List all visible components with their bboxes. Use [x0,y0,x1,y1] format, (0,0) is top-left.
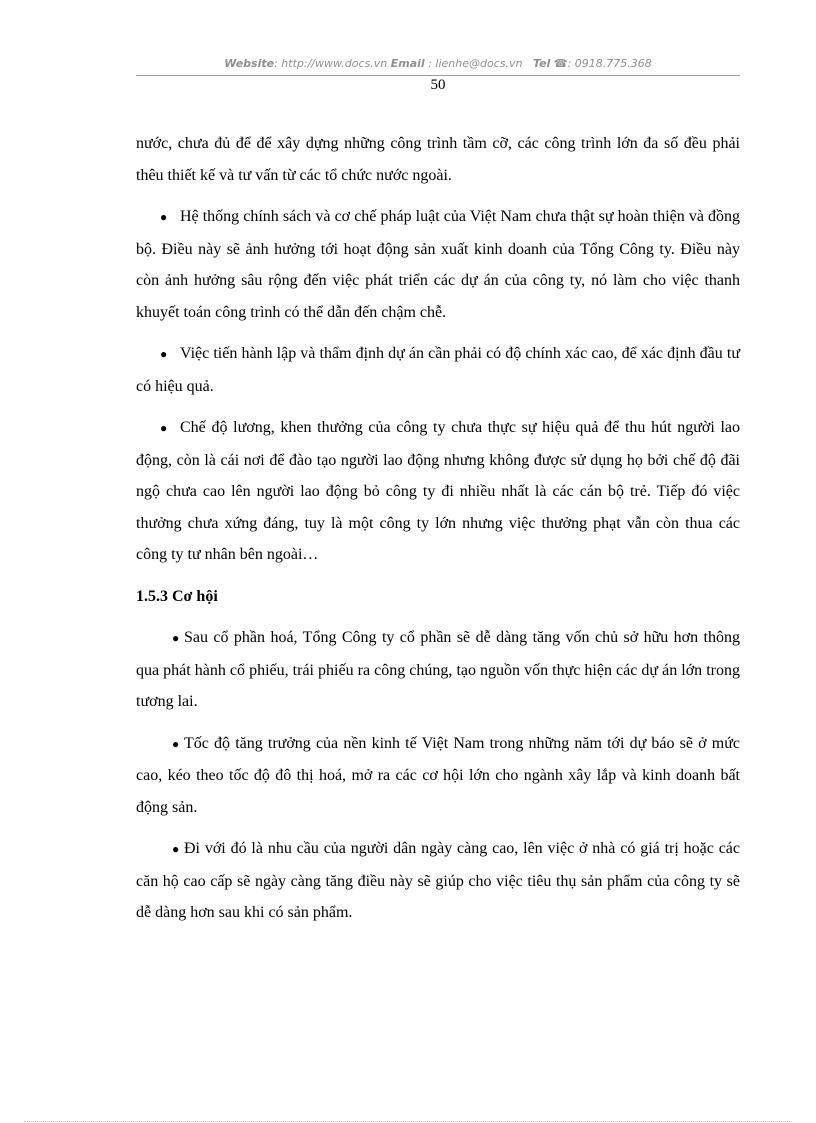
bullet-icon: ● [172,842,180,856]
page-header [136,57,740,70]
email-label: Email [390,57,425,70]
bullet-item [136,412,740,571]
email-value: : lienhe@docs.vn [424,57,523,70]
bullet-icon: ● [172,736,180,751]
bullet-icon: ● [160,347,168,361]
bullet-text: Hệ thống chính sách và cơ chế pháp luật của Việt Nam chưa thật sự hoàn thiện và đồng bộ. Điều này sẽ ảnh hưởng tới hoạt động sản xuất kinh doanh của Tổng Công ty. Điều này còn ảnh hưởng sâu rộng đến việc phát triển các dự án của công ty, nó làm cho việc thanh khuyết toán công trình có thể dẫn đến chậm chễ. [136,208,740,321]
header-divider [136,75,740,76]
bullet-text: Sau cổ phần hoá, Tổng Công ty cổ phần sẽ dễ dàng tăng vốn chủ sở hữu hơn thông qua phát hành cổ phiếu, trái phiếu ra công chúng, tạo nguồn vốn thực hiện các dự án lớn trong tương lai. [136,629,740,710]
website-value: : http://www.docs.vn [274,57,388,70]
bullet-text: Tốc độ tăng trưởng của nền kinh tế Việt Nam trong những năm tới dự báo sẽ ở mức cao, kéo theo tốc độ đô thị hoá, mở ra các cơ hội lớn cho ngành xây lắp và kinh doanh bất động sản. [136,734,740,816]
website-label: Website [224,57,275,70]
tel-label: Tel [532,57,551,70]
bullet-item [136,833,740,929]
section-heading: 1.5.3 Cơ hội [136,587,218,605]
document-body [136,128,740,939]
bullet-text: Đi với đó là nhu cầu của người dân ngày càng cao, lên việc ở nhà có giá trị hoặc các căn hộ cao cấp sẽ ngày càng tăng điều này sẽ giúp cho việc tiêu thụ sản phẩm của công ty sẽ dễ dàng hơn sau khi có sản phẩm. [136,840,740,921]
bullet-icon: ● [160,210,168,224]
paragraph: nước, chưa đủ để để xây dựng những công trình tầm cỡ, các công trình lớn đa số đều phải thêu thiết kế và tư vấn từ các tổ chức nước ngoài. [136,135,740,184]
bullet-icon: ● [160,421,168,435]
bullet-text: Chế độ lương, khen thưởng của công ty chưa thực sự hiệu quả để thu hút người lao động, còn là cái nơi để đào tạo người lao động nhưng không được sử dụng họ bởi chế độ đãi ngộ chưa cao lên người lao động bỏ công ty đi nhiều nhất là các cán bộ trẻ. Tiếp đó việc thưởng chưa xứng đáng, tuy là một công ty lớn nhưng việc thưởng phạt vẫn còn thua các công ty tư nhân bên ngoài… [136,419,740,563]
tel-value: : 0918.775.368 [567,57,652,70]
page-bottom-border [24,1121,792,1122]
bullet-item [136,338,740,402]
page-number: 50 [430,77,446,93]
bullet-icon: ● [172,631,180,645]
bullet-item [136,728,740,824]
bullet-item [136,622,740,718]
phone-icon: ☎ [553,57,568,70]
bullet-item [136,201,740,328]
bullet-text: Việc tiến hành lập và thẩm định dự án cần phải có độ chính xác cao, để xác định đầu tư có hiệu quả. [136,345,740,395]
